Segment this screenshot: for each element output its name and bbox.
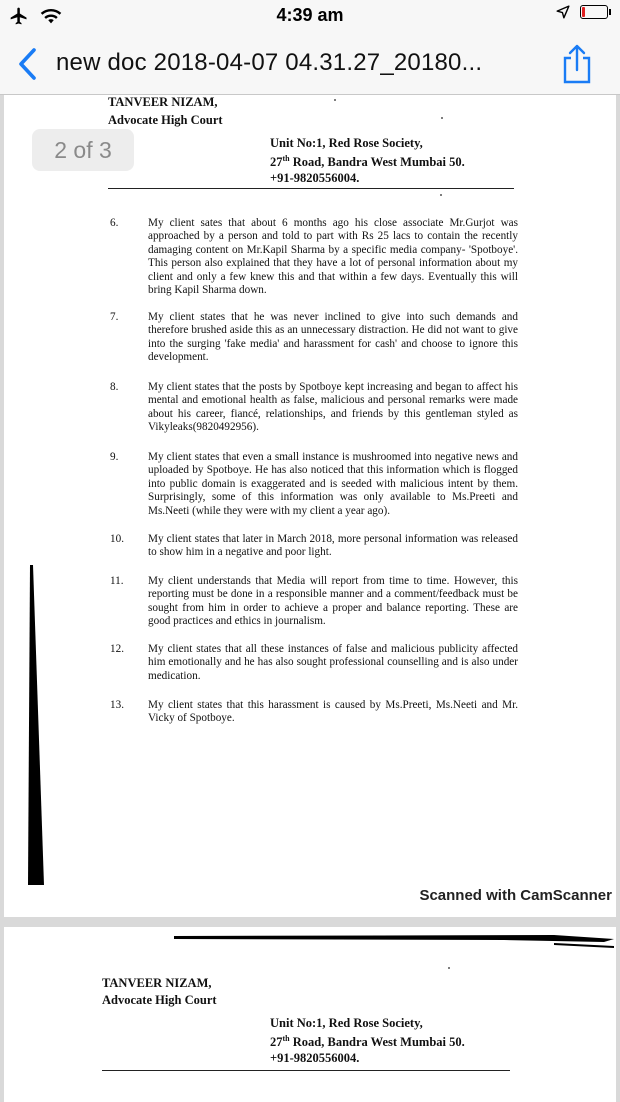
back-button[interactable] [14,44,44,84]
letterhead-title: Advocate High Court [108,113,223,127]
letterhead-address [270,135,465,186]
scan-shadow [26,565,46,885]
nav-bar [0,32,620,95]
letterhead-rule [108,188,514,189]
letterhead-address [270,1015,465,1066]
camscanner-watermark: Scanned with CamScanner [419,887,612,904]
scan-smear [174,933,614,953]
letterhead-phone: +91-9820556004. [270,171,360,186]
address-line: 27th Road, Bandra West Mumbai 50. [270,154,465,170]
battery-level [582,7,585,17]
battery-icon [580,5,608,19]
chevron-left-icon [14,44,40,84]
page-indicator: 2 of 3 [32,129,134,171]
document-viewer[interactable] [0,95,620,1102]
location-arrow-icon [556,5,570,19]
status-right [556,5,608,19]
status-bar [0,0,620,32]
address-line: Unit No:1, Red Rose Society, [270,1016,423,1030]
address-line: 27th Road, Bandra West Mumbai 50. [270,1034,465,1050]
share-icon [560,42,594,86]
document-page [4,927,616,1102]
address-line: Unit No:1, Red Rose Society, [270,136,423,150]
document-page: TANVEER NIZAM, Advocate High Court Unit No:1, Red Rose Society, 27th Road, Bandra West Mumbai 50. +91-9820556004. 6. My client sates that about 6 months ago his close associate Mr.Gurjot was approached by a person and told to part with Rs 25 lacs to contain the recently damaging content on Mr.Kapil Sharma by a specific media company- 'Spotboye'. This person also explained that they have a lot of personal information about my client and only a few knew this and that within a few days. Eventually this will bring Kapil Sharma down. 7. My client states that he was never inclined to give into such demands and therefore brushed aside this as an unnecessary distraction. He did not want to give into the surging 'fake media' and harassment for cash' and choose to ignore this development. 8. My client states that the posts by Spotboye kept increasing and began to affect his mental and emotional health as false, malicious and personal remarks were made about his career, fiancé, relationships, and friends by this gentleman styled as Vikyleaks(9820492956). 9. My client states that even a small instance is mushroomed into negative news and uploaded by Spotboye. He has also noticed that this information which is flogged into public domain is exaggerated and is seeded with malicious intent by them. Surprisingly, some of this information was only available to Ms.Preeti and Ms.Neeti (while they were with my client a year ago). 10. My client states that later in March 2018, more personal information was released to show him in a negative and poor light. 11. My client understands that Media will report from time to time. However, this reporting must be done in a responsible manner and a comment/feedback must be sought from him in order to achieve a proper and balance reporting. These are good practices and ethics in journalism. 12. My client states that all these instances of false and malicious publicity affected him emotionally and he has also sought professional counselling and is also under medication. 13. My client states that this harassment is caused by Ms.Preeti, Ms.Neeti and Mr. Vicky of Spotboye. Scanned with CamScanner 2 of 3 [4,95,616,917]
letterhead-name: TANVEER NIZAM, [102,976,212,990]
share-button[interactable] [560,42,594,86]
letterhead-rule [102,1070,510,1071]
document-title: new doc 2018-04-07 04.31.27_20180... [56,49,483,76]
letterhead-name: TANVEER NIZAM, [108,95,218,109]
letterhead-title: Advocate High Court [102,993,217,1007]
letterhead-phone: +91-9820556004. [270,1051,360,1066]
status-time: 4:39 am [276,5,344,25]
